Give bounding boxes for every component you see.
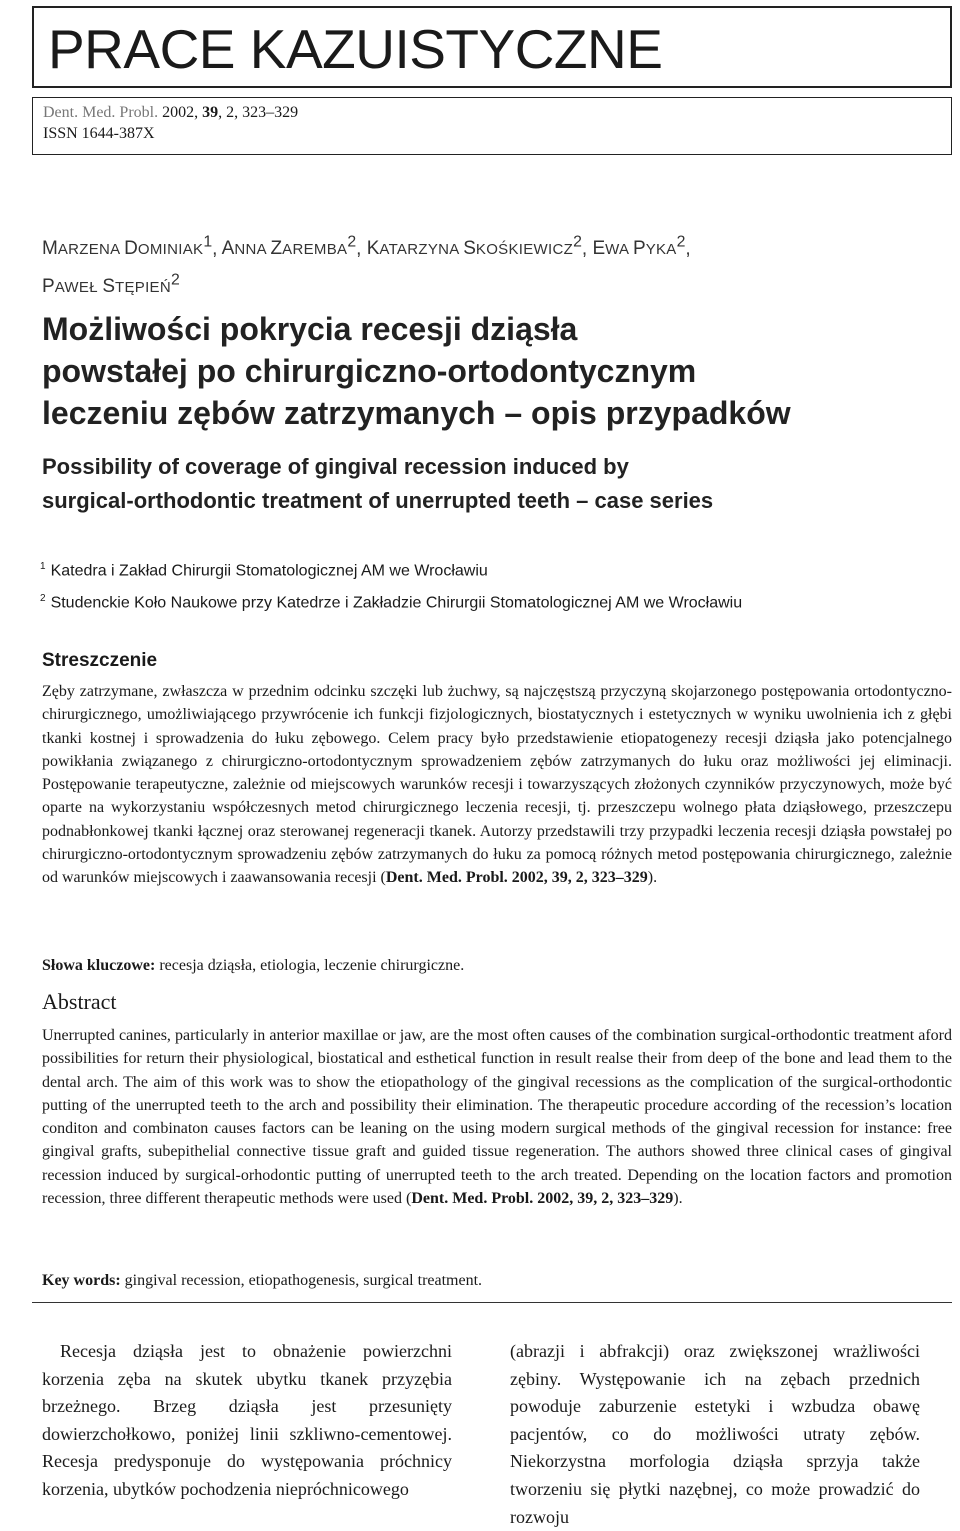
author: KATARZYNA SKOŚKIEWICZ$^2$	[366, 234, 582, 260]
title-english: Possibility of coverage of gingival recession induced by surgical-orthodontic treatment of unerrupted teeth – case series	[42, 454, 714, 513]
citation-box	[32, 97, 952, 155]
affiliation-1: $^1$ Katedra i Zakład Chirurgii Stomatologicznej AM we Wrocławiu	[40, 561, 488, 580]
keywords-en: Key words: gingival recession, etiopathogenesis, surgical treatment.	[42, 1272, 483, 1289]
streszczenie-body: Zęby zatrzymane, zwłaszcza w przednim odcinku szczęki lub żuchwy, są najczęstszą przyczyną skojarzonego postępowania ortodontyczno-chirurgicznego, umożliwiającego przywrócenie ich funkcji fizjologicznych, biostatycznych i estetycznych w wyniku uwolnienia ich z głębi tkanki kostnej i sprowadzenia do łuku zębowego. Celem pracy było przedstawienie etiopatogenezy recesji dziąsła jako potencjalnego powikłania związanego z chirurgiczno-ortodontycznym sprowadzeniem zębów zatrzymanych do łuku oraz możliwości jej eliminacji. Postępowanie terapeutyczne, zależnie od miejscowych warunków recesji i towarzyszących złożonych czynników przyczynowych, może być oparte na wykorzystaniu współczesnych metod chirurgicznego leczenia recesji, tj. przeszczepu wolnego płata dziąsłowego, przeszczepu podnabłonkowej tkanki łącznej oraz sterowanej regeneracji tkanek. Autorzy przedstawili trzy przypadki leczenia recesji dziąsła powstałej po chirurgiczno-ortodontycznym sprowadzeniu zębów zatrzymanych do łuku za pomocą różnych metod postępowania chirurgicznego, zależnie od warunków miejscowych i zaawansowania recesji (Dent. Med. Probl. 2002, 39, 2, 323–329).	[42, 683, 952, 887]
author: PAWEŁ STĘPIEŃ$^2$	[42, 271, 180, 297]
author: EWA PYKA$^2$	[592, 234, 686, 260]
keywords-pl: Słowa kluczowe: recesja dziąsła, etiologia, leczenie chirurgiczne.	[42, 957, 465, 974]
issn: ISSN 1644-387X	[43, 125, 155, 142]
affiliations	[40, 553, 960, 618]
streszczenie-heading: Streszczenie	[42, 650, 158, 671]
body-left-column: Recesja dziąsła jest to obnażenie powierzchni korzenia zęba na skutek ubytku tkanek przyzębia brzeżnego. Brzeg dziąsła jest przesunięty dowierzchołkowo, poniżej linii szkliwno-cementowej. Recesja predysponuje do występowania próchnicy korzenia, ubytków pochodzenia niepróchnicowego	[42, 1341, 452, 1499]
journal-name: Dent. Med. Probl.	[43, 104, 159, 121]
abstract-body: Unerrupted canines, particularly in anterior maxillae or jaw, are the most often causes of the combination surgical-orthodontic treatment aford possibilities for return their physiological, biostatical and esthetical function in result realse their from deep of the bone and lead them to the dental arch. The aim of this work was to show the etiopathology of the gingival recessions as the complication of the surgical-orthodontic putting of the unerrupted teeth to the arch and possibility their elimination. The therapeutic procedure according of the recession’s location conditon and combinaton causes factors can be leaning on the using modern surgical methods of the gingival recession for instance: free gingival grafts, subepithelial connective tissue graft and guided tissue regeneration. The authors showed three clinical cases of gingival recession induced by surgical-orhodontic putting of unerrupted teeth to the arch treated. Depending on the location factors and promotion recession, three different therapeutic methods were used (Dent. Med. Probl. 2002, 39, 2, 323–329).	[42, 1027, 952, 1208]
author-line-1: MARZENA DOMINIAK$^1$, ANNA ZAREMBA$^2$, KATARZYNA SKOŚKIEWICZ$^2$, EWA PYKA$^2$,	[42, 234, 691, 260]
affiliation-2: $^2$ Studenckie Koło Naukowe przy Katedrze i Zakładzie Chirurgii Stomatologicznej AM we Wrocławiu	[40, 593, 743, 612]
citation-line: Dent. Med. Probl. 2002, 39, 2, 323–329	[43, 104, 299, 121]
section-header-box	[32, 6, 952, 88]
abstract-divider	[32, 1302, 952, 1303]
author: ANNA ZAREMBA$^2$	[221, 234, 357, 260]
body-right-column: (abrazji i abfrakcji) oraz zwiększonej wrażliwości zębiny. Występowanie ich na zębach przednich powoduje zaburzenie estetyki i wzbudza obawę pacjentów, co do możliwości utraty zębów. Niekorzystna morfologia dziąsła sprzyja także tworzeniu się płytki nazębnej, co może prowadzić do rozwoju	[510, 1341, 920, 1527]
title-polish: Możliwości pokrycia recesji dziąsła powstałej po chirurgiczno-ortodontycznym leczeniu zębów zatrzymanych – opis przypadków	[42, 311, 791, 431]
author-list	[42, 228, 942, 303]
author-line-2	[42, 265, 942, 302]
abstract-heading: Abstract	[42, 989, 117, 1014]
author: MARZENA DOMINIAK$^1$	[42, 234, 213, 260]
section-title: PRACE KAZUISTYCZNE	[48, 18, 663, 80]
